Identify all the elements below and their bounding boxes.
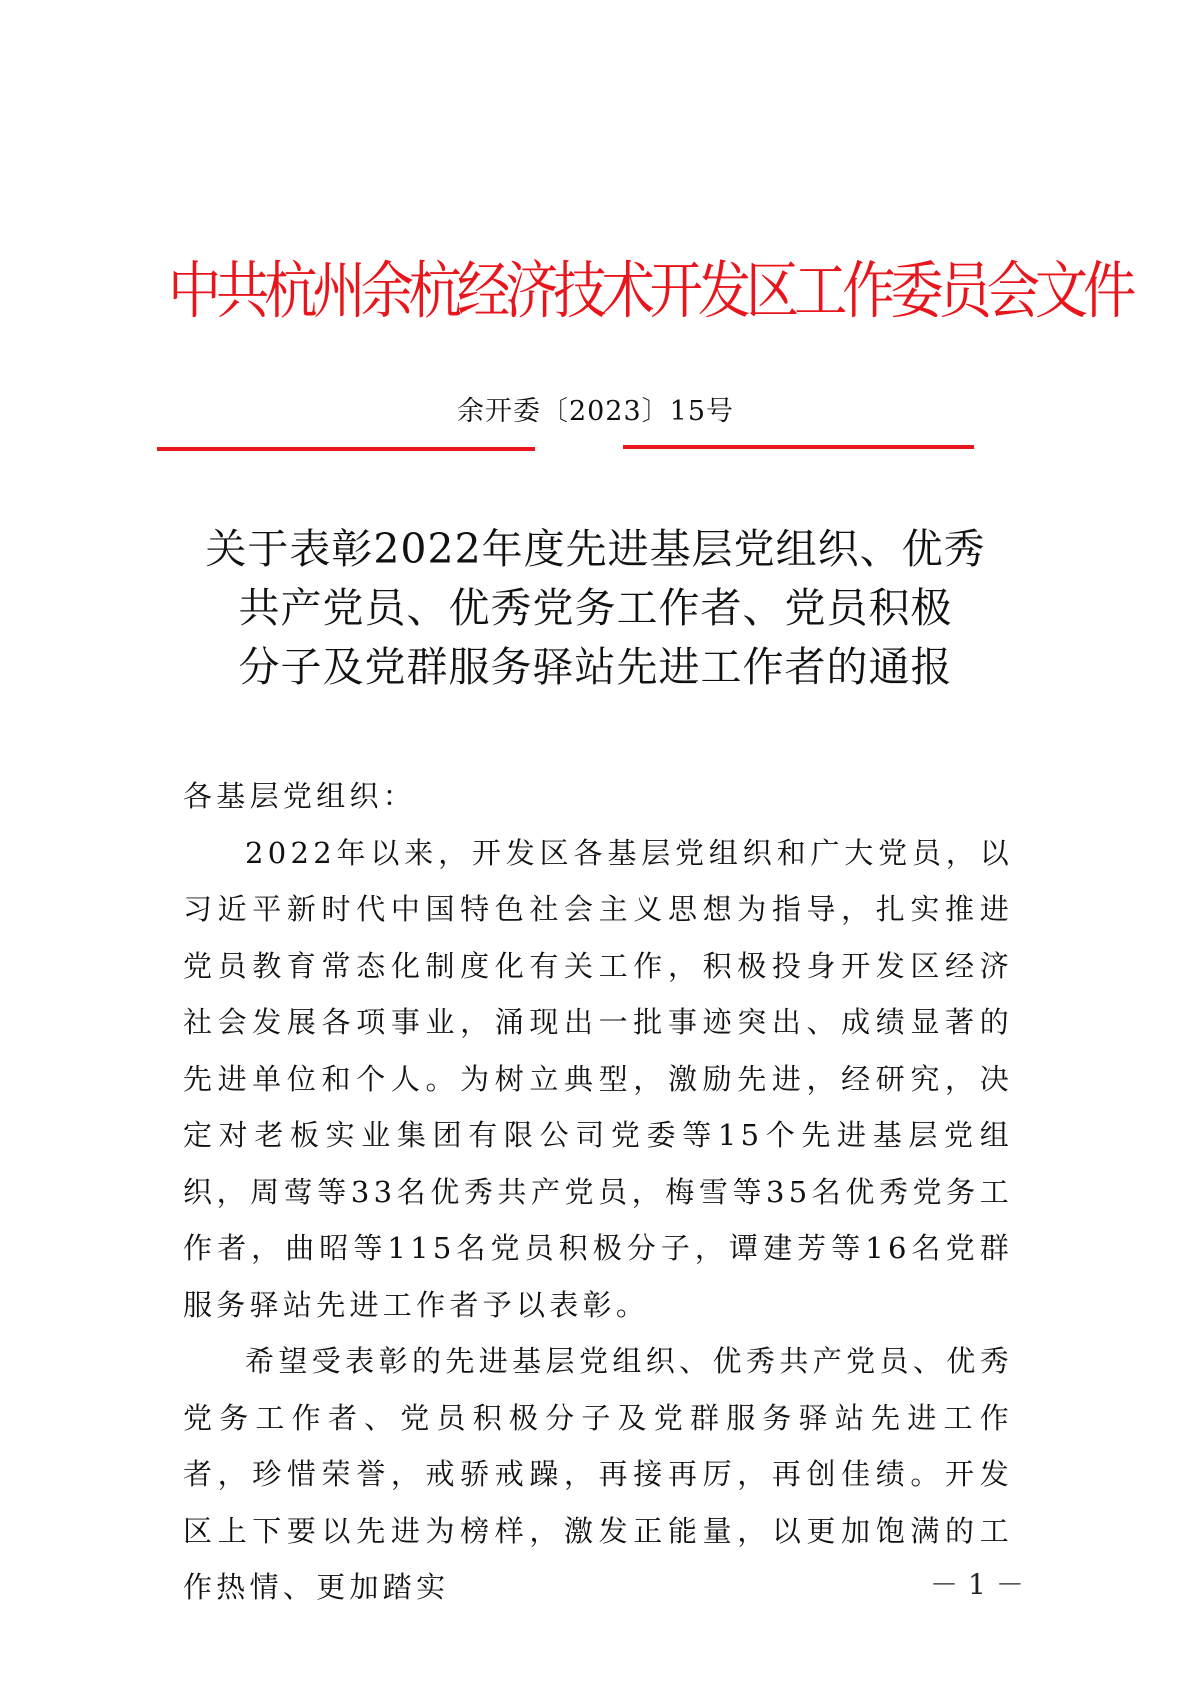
title-line-3: 分子及党群服务驿站先进工作者的通报: [238, 643, 953, 691]
document-body: [183, 768, 1013, 1616]
issuing-organization-header: 中共杭州余杭经济技术开发区工作委员会文件: [168, 254, 1132, 327]
document-title: [0, 520, 1191, 697]
title-line-2: 共产党员、优秀党务工作者、党员积极: [238, 584, 953, 632]
body-paragraph-2: 希望受表彰的先进基层党组织、优秀共产党员、优秀党务工作者、党员积极分子及党群服务驿站先进工作者，珍惜荣誉，戒骄戒躁，再接再厉，再创佳绩。开发区上下要以先进为榜样，激发正能量，以更加饱满的工作热情、更加踏实: [183, 1344, 1013, 1604]
document-number: 余开委〔2023〕15号: [456, 396, 735, 427]
page-number: －1－: [930, 1568, 1034, 1601]
body-paragraph-1: 2022年以来，开发区各基层党组织和广大党员，以习近平新时代中国特色社会主义思想为指导，扎实推进党员教育常态化制度化有关工作，积极投身开发区经济社会发展各项事业，涌现出一批事迹突出、成绩显著的先进单位和个人。为树立典型，激励先进，经研究，决定对老板实业集团有限公司党委等15个先进基层党组织，周莺等33名优秀共产党员，梅雪等35名优秀党务工作者，曲昭等115名党员积极分子，谭建芳等16名党群服务驿站先进工作者予以表彰。: [183, 835, 1013, 1322]
salutation: 各基层党组织：: [183, 779, 417, 813]
red-separator-left: [157, 447, 535, 451]
title-line-1: 关于表彰2022年度先进基层党组织、优秀: [205, 525, 986, 573]
red-separator-right: [623, 445, 974, 449]
